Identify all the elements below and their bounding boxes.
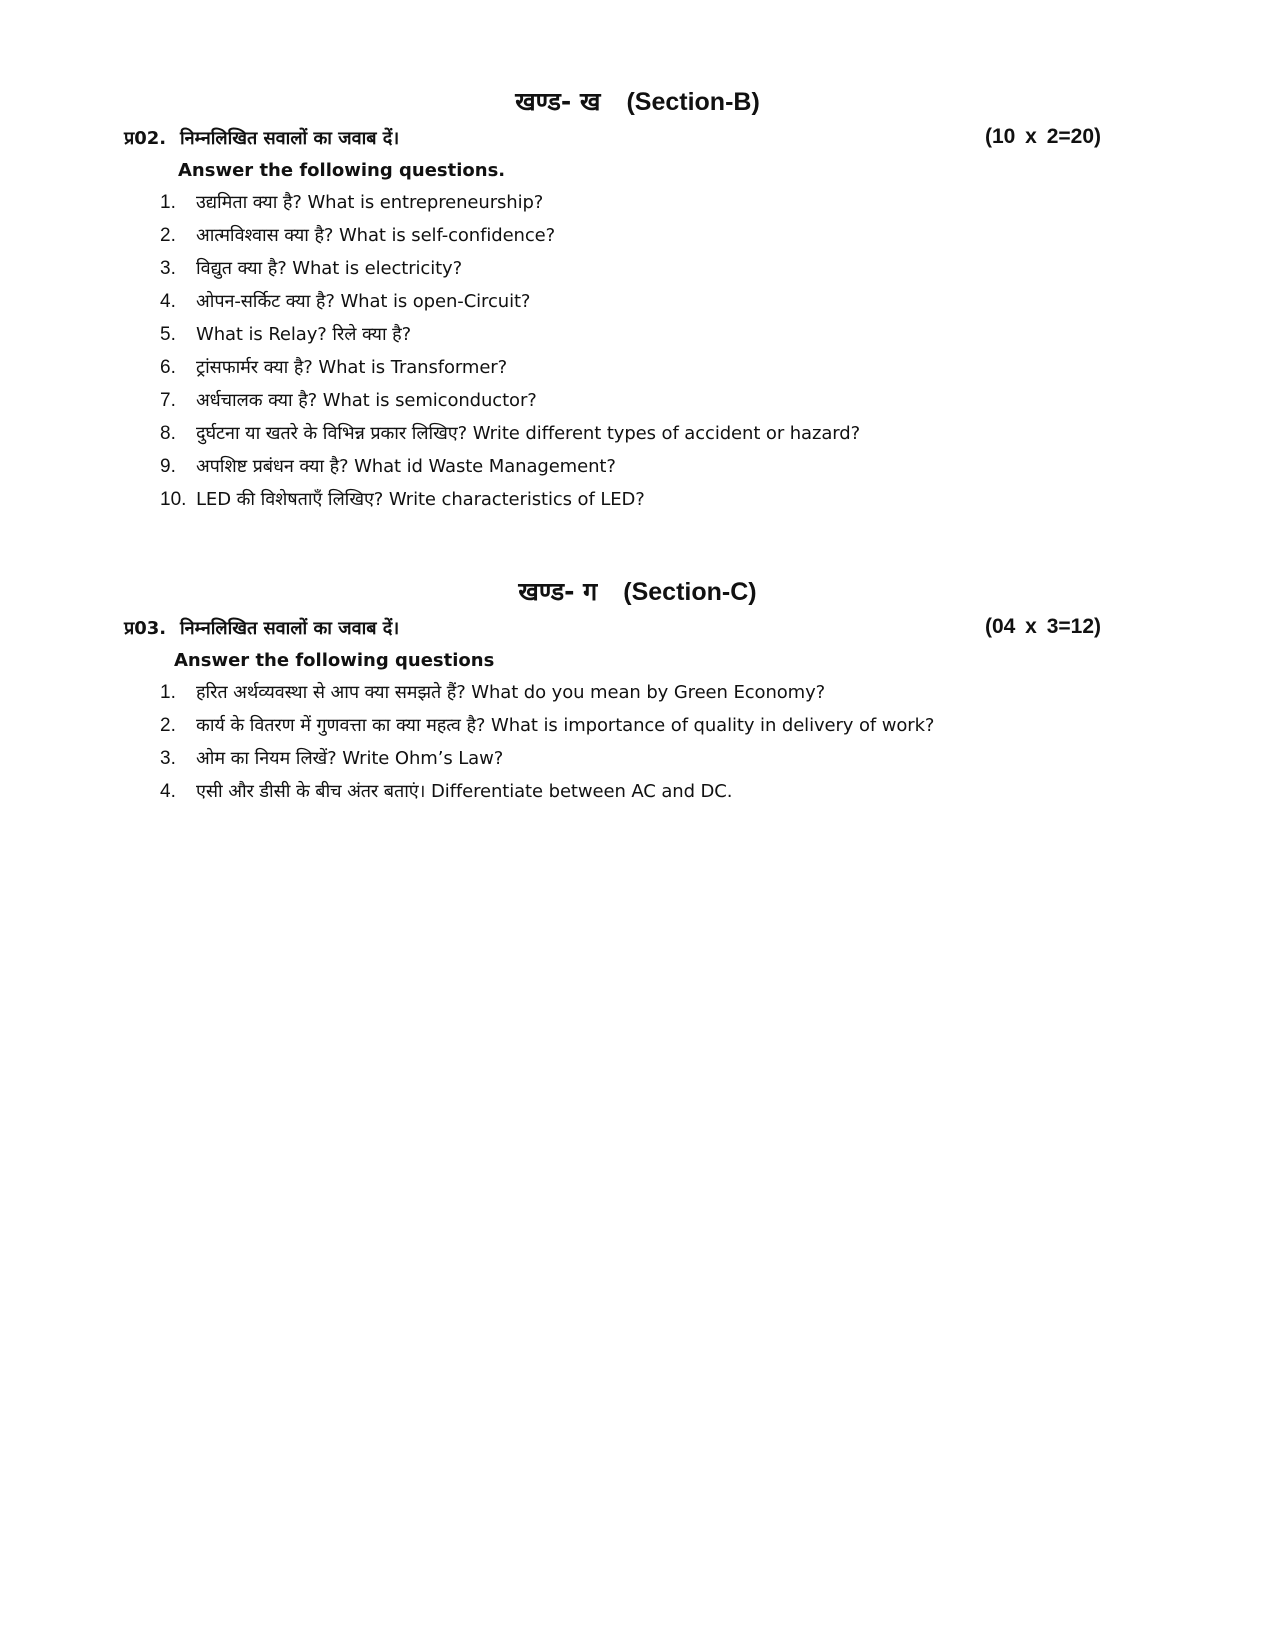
question-2-number: प्र02.: [124, 128, 167, 149]
item-number: 1.: [160, 192, 176, 213]
list-item: [0, 775, 1275, 808]
question-2-instruction-hindi: निम्नलिखित सवालों का जवाब दें।: [180, 128, 400, 149]
item-text: अर्धचालक क्या है? What is semiconductor?: [196, 390, 537, 411]
item-number: 2.: [160, 715, 176, 736]
item-text: उद्यमिता क्या है? What is entrepreneurship?: [196, 192, 544, 213]
section-c: [0, 574, 1275, 808]
question-2-instruction-english: Answer the following questions.: [178, 160, 506, 181]
item-text: कार्य के वितरण में गुणवत्ता का क्या महत्व है? What is importance of quality in delivery of work?: [196, 715, 935, 736]
question-2-header: [0, 122, 1275, 156]
item-number: 4.: [160, 781, 176, 802]
item-number: 6.: [160, 357, 176, 378]
section-c-question-list: [0, 676, 1275, 808]
list-item: [0, 285, 1275, 318]
item-number: 4.: [160, 291, 176, 312]
item-text: एसी और डीसी के बीच अंतर बताएं। Differentiate between AC and DC.: [196, 781, 733, 802]
question-3-number: प्र03.: [124, 618, 167, 639]
item-number: 9.: [160, 456, 176, 477]
item-number: 1.: [160, 682, 176, 703]
section-b-heading-english: (Section-B): [626, 88, 760, 116]
item-text: What is Relay? रिले क्या है?: [196, 324, 412, 345]
section-c-heading: [0, 574, 1275, 610]
item-text: LED की विशेषताएँ लिखिए? Write characteristics of LED?: [196, 489, 645, 510]
item-text: आत्मविश्वास क्या है? What is self-confidence?: [196, 225, 556, 246]
item-text: ओपन-सर्किट क्या है? What is open-Circuit?: [196, 291, 531, 312]
list-item: [0, 450, 1275, 483]
question-3-instruction-english: Answer the following questions: [174, 650, 495, 671]
item-number: 5.: [160, 324, 176, 345]
item-text: ट्रांसफार्मर क्या है? What is Transformer?: [196, 357, 508, 378]
item-text: अपशिष्ट प्रबंधन क्या है? What id Waste Management?: [196, 456, 616, 477]
item-number: 2.: [160, 225, 176, 246]
item-number: 8.: [160, 423, 176, 444]
list-item: [0, 252, 1275, 285]
list-item: [0, 676, 1275, 709]
list-item: [0, 384, 1275, 417]
list-item: [0, 318, 1275, 351]
item-number: 3.: [160, 748, 176, 769]
question-3-marks: (04 x 3=12): [985, 615, 1101, 638]
list-item: [0, 483, 1275, 516]
list-item: [0, 351, 1275, 384]
question-3-instruction-hindi: निम्नलिखित सवालों का जवाब दें।: [180, 618, 400, 639]
section-b-heading: [0, 84, 1275, 120]
item-number: 10.: [160, 489, 187, 510]
section-c-heading-hindi: खण्ड- ग: [518, 577, 598, 606]
list-item: [0, 709, 1275, 742]
item-text: ओम का नियम लिखें? Write Ohm’s Law?: [196, 748, 504, 769]
list-item: [0, 219, 1275, 252]
item-text: विद्युत क्या है? What is electricity?: [196, 258, 463, 279]
item-text: दुर्घटना या खतरे के विभिन्न प्रकार लिखिए? Write different types of accident or hazard?: [196, 423, 861, 444]
item-text: हरित अर्थव्यवस्था से आप क्या समझते हैं? What do you mean by Green Economy?: [196, 682, 826, 703]
question-2-marks: (10 x 2=20): [985, 125, 1101, 148]
section-b-question-list: [0, 186, 1275, 516]
item-number: 3.: [160, 258, 176, 279]
item-number: 7.: [160, 390, 176, 411]
list-item: [0, 186, 1275, 219]
question-3-header: [0, 612, 1275, 646]
section-b: [0, 84, 1275, 516]
section-b-heading-hindi: खण्ड- ख: [515, 87, 601, 116]
list-item: [0, 742, 1275, 775]
list-item: [0, 417, 1275, 450]
section-c-heading-english: (Section-C): [623, 578, 757, 606]
